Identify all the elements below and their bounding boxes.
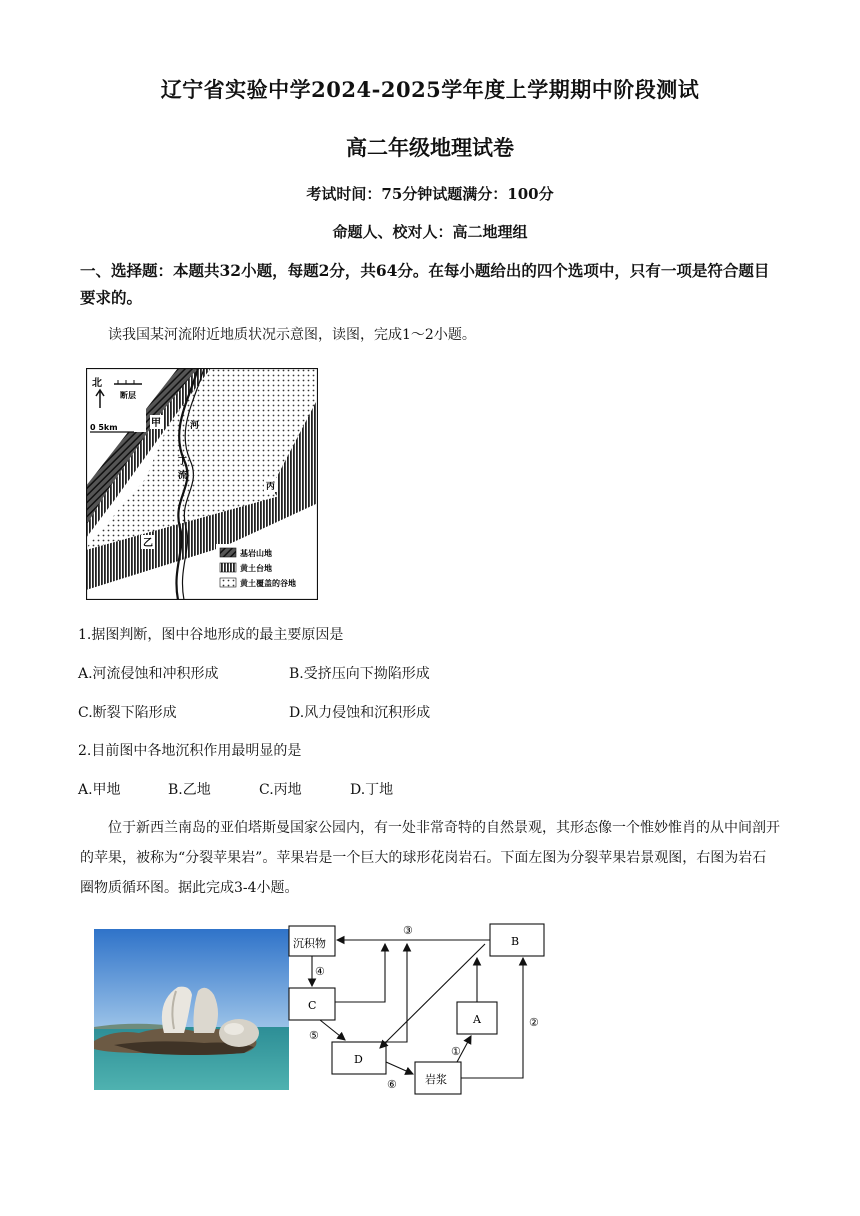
exam-subtitle: 高二年级地理试卷: [346, 135, 514, 160]
label-river: 河: [190, 421, 200, 431]
section-heading: 一、选择题：本题共32小题，每题2分，共64分。在每小题给出的四个选项中，只有一项是符合题目要求的。: [80, 261, 770, 307]
geology-map: [86, 368, 318, 600]
b-label: B: [511, 935, 520, 948]
label-yi: 乙: [143, 538, 153, 549]
legend-bedrock: 基岩山地: [240, 549, 272, 558]
q2-option-a: A.甲地: [78, 782, 121, 798]
split-apple-rock-photo: [94, 929, 289, 1090]
label-jia: 甲: [151, 418, 161, 429]
question-2-stem: 2.目前图中各地沉积作用最明显的是: [78, 743, 302, 759]
rock-cycle-diagram: [285, 914, 550, 1100]
arrow-5-label: ⑤: [309, 1029, 319, 1042]
q1-option-d: D.风力侵蚀和沉积形成: [289, 705, 431, 721]
d-label: D: [354, 1053, 363, 1066]
label-ding: 丁: [178, 457, 188, 467]
q2-option-c: C.丙地: [259, 782, 302, 798]
arrow-1-label: ①: [451, 1045, 461, 1058]
q1-option-c: C.断裂下陷形成: [78, 705, 177, 721]
exam-info: 考试时间：75分钟试题满分：100分: [306, 185, 554, 203]
c-label: C: [308, 999, 317, 1012]
arrow-2-label: ②: [529, 1016, 539, 1029]
exam-authors: 命题人、校对人：高二地理组: [332, 223, 528, 241]
question-1-stem: 1.据图判断，图中谷地形成的最主要原因是: [78, 627, 344, 643]
a-label: A: [473, 1013, 481, 1026]
q2-option-b: B.乙地: [168, 782, 211, 798]
label-bing: 丙: [266, 482, 276, 492]
q2-option-d: D.丁地: [350, 782, 394, 798]
sediment-label: 沉积物: [293, 937, 326, 950]
q1-option-b: B.受挤压向下拗陷形成: [289, 666, 430, 682]
arrow-4-label: ④: [315, 965, 325, 978]
scale-label: 0 5km: [90, 423, 118, 432]
group2-intro: 位于新西兰南岛的亚伯塔斯曼国家公园内，有一处非常奇特的自然景观，其形态像一个惟妙惟肖的从中间剖开的苹果，被称为“分裂苹果岩”。苹果岩是一个巨大的球形花岗岩石。下面左图为分裂苹果岩景观图，右图为岩石圈物质循环图。据此完成3-4小题。: [80, 820, 780, 896]
fault-label: 断层: [120, 391, 136, 400]
legend-loess-terrace: 黄土台地: [240, 564, 272, 573]
legend-loess-valley: 黄土覆盖的谷地: [240, 579, 296, 588]
exam-title: 辽宁省实验中学2024-2025学年度上学期期中阶段测试: [160, 77, 700, 102]
magma-label: 岩浆: [425, 1073, 447, 1086]
group1-intro: 读我国某河流附近地质状况示意图，读图，完成1～2小题。: [108, 327, 476, 343]
north-label: 北: [92, 378, 102, 389]
label-river2: 流: [178, 471, 188, 481]
arrow-3-label: ③: [403, 924, 413, 937]
q1-option-a: A.河流侵蚀和冲积形成: [78, 666, 219, 682]
arrow-6-label: ⑥: [387, 1078, 397, 1091]
